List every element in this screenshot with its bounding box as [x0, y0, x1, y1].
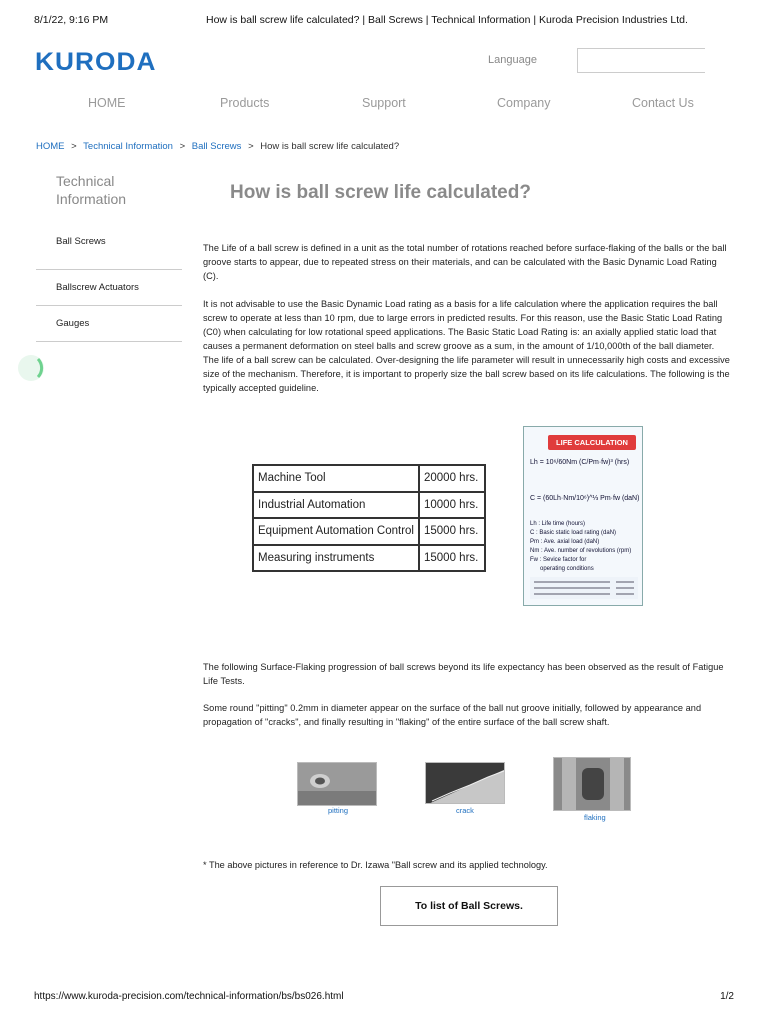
print-url: https://www.kuroda-precision.com/technical-information/bs/bs026.html: [34, 991, 344, 1002]
breadcrumb: [36, 141, 399, 152]
sidebar-title: [36, 172, 182, 208]
life-guideline-table: [252, 464, 486, 572]
sidebar-item-ball-screws[interactable]: Ball Screws: [36, 226, 182, 270]
paragraph-intro: The Life of a ball screw is defined in a unit as the total number of rotations reached before surface-flaking of the balls or the ball groove starts to appear, due to repeated stress on their materials, and can be calculated with the Basic Dynamic Load Rating (C).: [203, 243, 727, 281]
paragraph-static-load: It is not advisable to use the Basic Dynamic Load rating as a basis for a life calculation where the application requires the ball screw to operate at less than 10 rpm, due to large errors in predicted results. For this reason, use the Basic Static Load Rating (C0) when calculating for low rotational speed applications. The Basic Static Load Rating is: an axially applied static load that causes a permanent deformation on steel balls and screw groove as a sum, in the amount of 1/10,000th of the ball diameter. The life of a ball screw can be calculated. Over-designing the life parameter will result in unnecessarily high costs and excessive size of the mechanism. Therefore, it is important to properly size the ball screw based on its life calculations. The following is the typically accepted guideline.: [203, 299, 730, 393]
life-formula: Lh = 10⁶/60Nm (C/Pm·fw)³ (hrs): [530, 459, 630, 466]
table-row: [253, 518, 485, 545]
nav-support[interactable]: Support: [362, 96, 406, 110]
table-cell: 15000 hrs.: [419, 545, 485, 572]
breadcrumb-technical-information[interactable]: Technical Information: [83, 141, 173, 152]
breadcrumb-separator: >: [179, 141, 186, 152]
page-heading: How is ball screw life calculated?: [230, 182, 531, 203]
print-datetime: 8/1/22, 9:16 PM: [34, 14, 109, 26]
table-cell: 15000 hrs.: [419, 518, 485, 545]
table-cell: Industrial Automation: [253, 492, 419, 519]
scroll-top-circle-icon[interactable]: [14, 353, 48, 383]
flaking-photo: [553, 757, 631, 811]
sidebar-title-line2: Information: [56, 191, 127, 207]
nav-contact-us[interactable]: Contact Us: [632, 96, 694, 110]
breadcrumb-separator: >: [248, 141, 254, 152]
breadcrumb-current: How is ball screw life calculated?: [260, 141, 400, 152]
life-calculation-header: LIFE CALCULATION: [548, 435, 636, 450]
breadcrumb-separator: >: [71, 141, 77, 152]
pitting-caption: pitting: [328, 806, 349, 815]
table-row: [253, 465, 485, 492]
load-rating-formula: C = (60Lh·Nm/10⁶)^⅓ Pm·fw (daN): [530, 495, 640, 502]
table-cell: Equipment Automation Control: [253, 518, 419, 545]
nav-company[interactable]: Company: [497, 96, 551, 110]
paragraph-pitting: Some round "pitting" 0.2mm in diameter appear on the surface of the ball nut groove initially, followed by appearance and propagation of "cracks", and finally resulting in "flaking" of the entire surface of the ball screw shaft.: [203, 703, 702, 727]
legend-line: Lh : Life time (hours): [530, 521, 586, 527]
sidebar-title-line1: Technical: [56, 173, 115, 189]
photo-reference-note: * The above pictures in reference to Dr. Izawa "Ball screw and its applied technology.: [203, 860, 548, 870]
ball-screws-list-button[interactable]: To list of Ball Screws.: [380, 886, 558, 926]
crack-caption: crack: [456, 806, 474, 815]
breadcrumb-ball-screws[interactable]: Ball Screws: [191, 141, 242, 152]
service-factor-table-image: [530, 577, 638, 599]
language-select[interactable]: [577, 48, 705, 73]
print-header: [0, 14, 768, 30]
nav-products[interactable]: Products: [220, 96, 270, 110]
legend-line: Pm : Ave. axial load (daN): [530, 539, 600, 545]
table-row: [253, 545, 485, 572]
table-cell: Measuring instruments: [253, 545, 419, 572]
main-nav: [0, 96, 768, 112]
language-label: Language: [488, 54, 537, 66]
legend-line: operating conditions: [540, 566, 594, 572]
legend-line: C : Basic static load rating (daN): [530, 530, 617, 536]
print-page-number: 1/2: [720, 991, 734, 1002]
table-row: [253, 492, 485, 519]
paragraph-flaking: The following Surface-Flaking progression of ball screws beyond its life expectancy has been observed as the result of Fatigue Life Tests.: [203, 662, 724, 686]
breadcrumb-home[interactable]: HOME: [36, 141, 65, 152]
life-calculation-card: [523, 426, 643, 606]
kuroda-logo[interactable]: KURODA: [35, 48, 157, 76]
nav-home[interactable]: HOME: [88, 96, 126, 110]
table-cell: 10000 hrs.: [419, 492, 485, 519]
pitting-photo: [297, 762, 377, 806]
table-cell: Machine Tool: [253, 465, 419, 492]
legend-line: Fw : Sevice factor for: [530, 557, 587, 563]
crack-photo: [425, 762, 505, 804]
table-cell: 20000 hrs.: [419, 465, 485, 492]
print-page-title: How is ball screw life calculated? | Ball Screws | Technical Information | Kuroda Precision Industries Ltd.: [206, 14, 688, 26]
flaking-caption: flaking: [584, 813, 606, 822]
sidebar-item-ballscrew-actuators[interactable]: Ballscrew Actuators: [36, 270, 182, 306]
sidebar-item-gauges[interactable]: Gauges: [36, 306, 182, 342]
sidebar: [36, 172, 182, 342]
legend-line: Nm : Ave. number of revolutions (rpm): [530, 548, 632, 554]
